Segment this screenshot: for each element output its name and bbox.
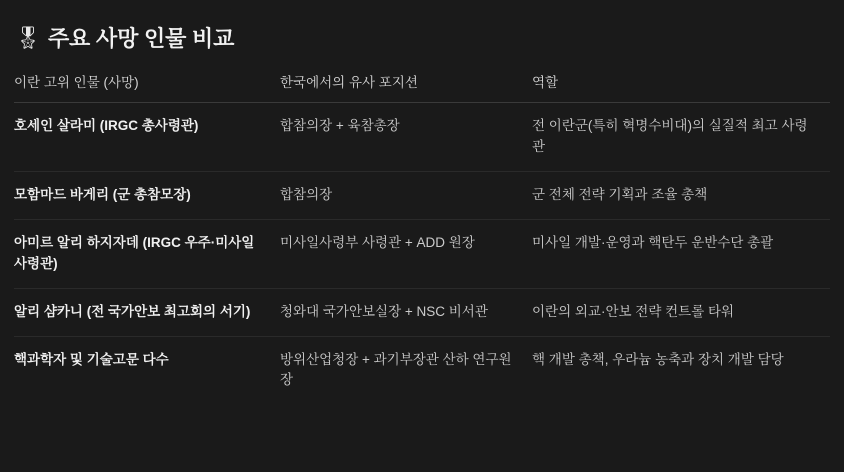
column-header-role: 역할 (532, 67, 830, 103)
cell-iran-figure: 핵과학자 및 기술고문 다수 (14, 351, 169, 367)
cell-iran-figure: 모함마드 바게리 (군 총참모장) (14, 171, 280, 219)
page-title-text: 주요 사망 인물 비교 (48, 26, 235, 51)
cell-korea-equivalent: 방위산업청장 + 과기부장관 산하 연구원장 (280, 351, 512, 388)
cell-iran-figure: 알리 샴카니 (전 국가안보 최고회의 서기) (14, 288, 280, 336)
table-row (14, 103, 830, 172)
table-row (14, 288, 830, 336)
cell-role: 핵 개발 총책, 우라늄 농축과 장치 개발 담당 (532, 351, 784, 367)
cell-iran-figure: 아미르 알리 하지자데 (IRGC 우주·미사일 사령관) (14, 219, 280, 288)
cell-korea-equivalent: 합참의장 + 육참총장 (280, 103, 532, 172)
cell-iran-figure: 호세인 살라미 (IRGC 총사령관) (14, 103, 280, 172)
column-header-iran: 이란 고위 인물 (사망) (14, 67, 280, 103)
medal-icon: 🎖 (14, 24, 42, 50)
comparison-table (14, 67, 830, 404)
cell-korea-equivalent: 청와대 국가안보실장 + NSC 비서관 (280, 288, 532, 336)
cell-role: 미사일 개발·운영과 핵탄두 운반수단 총괄 (532, 219, 830, 288)
table-row (14, 219, 830, 288)
column-header-korea: 한국에서의 유사 포지션 (280, 67, 532, 103)
cell-korea-equivalent: 미사일사령부 사령관 + ADD 원장 (280, 219, 532, 288)
cell-role: 군 전체 전략 기획과 조율 총책 (532, 171, 830, 219)
page-title (14, 18, 830, 67)
cell-role: 전 이란군(특히 혁명수비대)의 실질적 최고 사령관 (532, 103, 830, 172)
table-row (14, 171, 830, 219)
cell-role: 이란의 외교·안보 전략 컨트롤 타워 (532, 288, 830, 336)
table-header-row (14, 67, 830, 103)
cell-korea-equivalent: 합참의장 (280, 171, 532, 219)
table-row (14, 336, 830, 404)
